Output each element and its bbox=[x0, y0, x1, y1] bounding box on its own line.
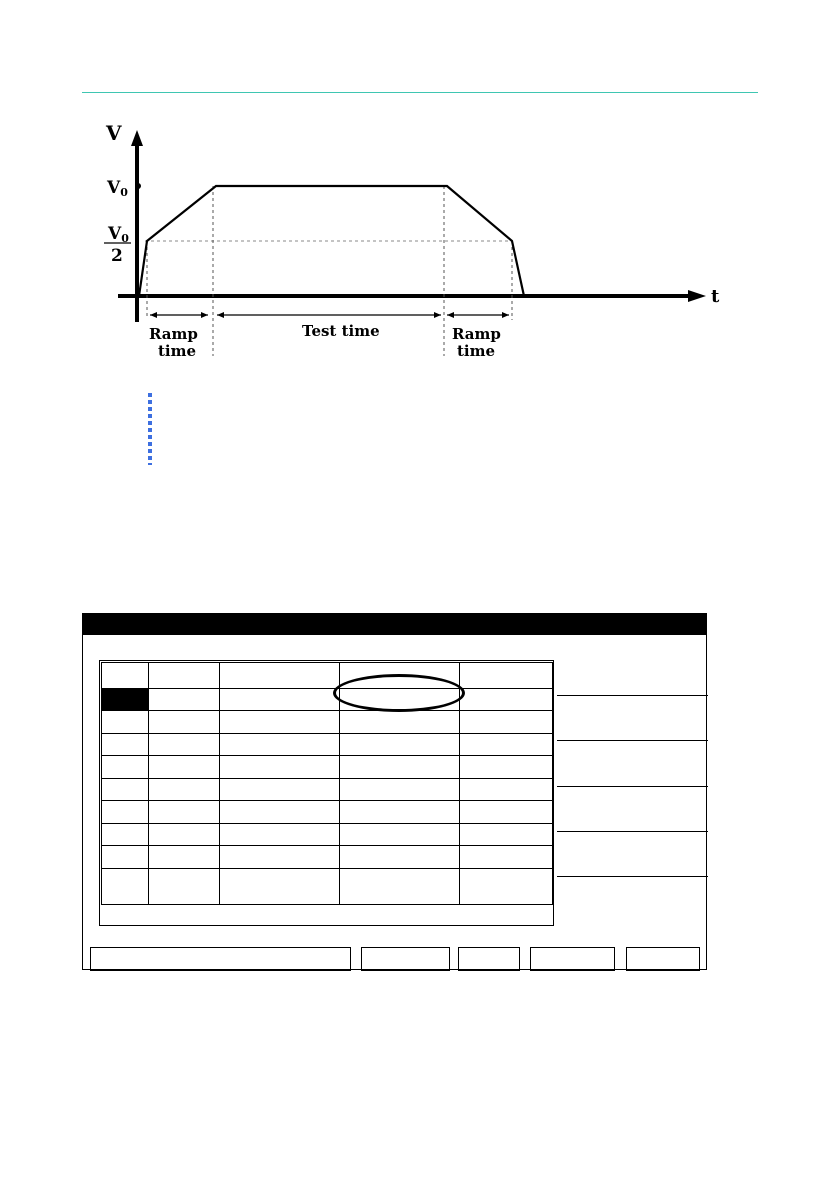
table-cell[interactable] bbox=[339, 779, 459, 801]
table-cell[interactable] bbox=[102, 869, 149, 905]
table-cell[interactable] bbox=[102, 801, 149, 824]
table-cell[interactable] bbox=[148, 689, 220, 711]
status-field-5 bbox=[626, 947, 700, 971]
table-cell[interactable] bbox=[220, 846, 339, 869]
step-table-grid bbox=[101, 662, 553, 905]
table-cell[interactable] bbox=[148, 801, 220, 824]
selected-cell[interactable] bbox=[102, 689, 149, 711]
table-cell[interactable] bbox=[102, 779, 149, 801]
ramp-up-label-line2: time bbox=[158, 342, 197, 360]
step-table bbox=[99, 660, 554, 926]
v0-label: V0 bbox=[107, 178, 128, 199]
table-cell[interactable] bbox=[102, 756, 149, 779]
v-axis-label: V bbox=[106, 121, 122, 145]
table-cell[interactable] bbox=[220, 869, 339, 905]
table-cell[interactable] bbox=[339, 801, 459, 824]
table-cell[interactable] bbox=[148, 869, 220, 905]
table-cell[interactable] bbox=[460, 801, 553, 824]
half-v0-denominator: 2 bbox=[111, 246, 123, 266]
table-cell[interactable] bbox=[148, 756, 220, 779]
softkey-panel bbox=[557, 649, 708, 877]
table-cell[interactable] bbox=[339, 824, 459, 846]
table-cell[interactable] bbox=[148, 711, 220, 734]
test-time-label: Test time bbox=[302, 322, 380, 340]
table-cell[interactable] bbox=[220, 824, 339, 846]
half-v0-numerator: V0 bbox=[108, 224, 129, 245]
softkey-1[interactable] bbox=[557, 649, 708, 696]
table-cell bbox=[460, 663, 553, 689]
t-axis-label: t bbox=[711, 286, 720, 307]
table-cell[interactable] bbox=[339, 846, 459, 869]
softkey-4[interactable] bbox=[557, 787, 708, 832]
table-cell[interactable] bbox=[220, 711, 339, 734]
table-cell bbox=[102, 663, 149, 689]
table-cell[interactable] bbox=[220, 801, 339, 824]
table-cell[interactable] bbox=[102, 846, 149, 869]
table-cell[interactable] bbox=[220, 734, 339, 756]
softkey-2[interactable] bbox=[557, 696, 708, 741]
status-field-4 bbox=[530, 947, 615, 971]
ramp-down-label-line1: Ramp bbox=[452, 325, 501, 343]
table-cell[interactable] bbox=[148, 846, 220, 869]
table-cell[interactable] bbox=[460, 711, 553, 734]
softkey-5[interactable] bbox=[557, 832, 708, 877]
ramp-down-label-line2: time bbox=[457, 342, 496, 360]
ramp-up-label-line1: Ramp bbox=[149, 325, 198, 343]
table-cell[interactable] bbox=[148, 734, 220, 756]
table-cell[interactable] bbox=[102, 711, 149, 734]
table-cell[interactable] bbox=[148, 824, 220, 846]
table-cell bbox=[220, 663, 339, 689]
table-cell[interactable] bbox=[460, 756, 553, 779]
t-axis-arrow bbox=[688, 290, 706, 302]
highlight-oval bbox=[333, 674, 465, 712]
status-field-2 bbox=[361, 947, 450, 971]
table-cell[interactable] bbox=[102, 734, 149, 756]
table-cell[interactable] bbox=[460, 846, 553, 869]
table-cell[interactable] bbox=[220, 779, 339, 801]
table-cell[interactable] bbox=[339, 756, 459, 779]
v-axis-arrow bbox=[131, 130, 143, 146]
table-cell[interactable] bbox=[220, 756, 339, 779]
voltage-time-diagram bbox=[0, 0, 838, 380]
table-cell[interactable] bbox=[460, 689, 553, 711]
table-cell[interactable] bbox=[339, 869, 459, 905]
status-field-3 bbox=[458, 947, 520, 971]
softkey-3[interactable] bbox=[557, 741, 708, 787]
screen-title-bar bbox=[82, 613, 707, 635]
v0-marker bbox=[135, 183, 141, 189]
table-cell[interactable] bbox=[148, 779, 220, 801]
table-cell[interactable] bbox=[339, 734, 459, 756]
table-cell[interactable] bbox=[220, 689, 339, 711]
instrument-screen bbox=[82, 613, 707, 970]
table-cell[interactable] bbox=[460, 869, 553, 905]
table-cell[interactable] bbox=[460, 824, 553, 846]
blue-dashed-marker bbox=[148, 393, 152, 465]
table-cell[interactable] bbox=[102, 824, 149, 846]
table-cell[interactable] bbox=[460, 779, 553, 801]
table-cell[interactable] bbox=[339, 711, 459, 734]
table-cell[interactable] bbox=[460, 734, 553, 756]
table-cell bbox=[148, 663, 220, 689]
status-message-field bbox=[90, 947, 351, 971]
